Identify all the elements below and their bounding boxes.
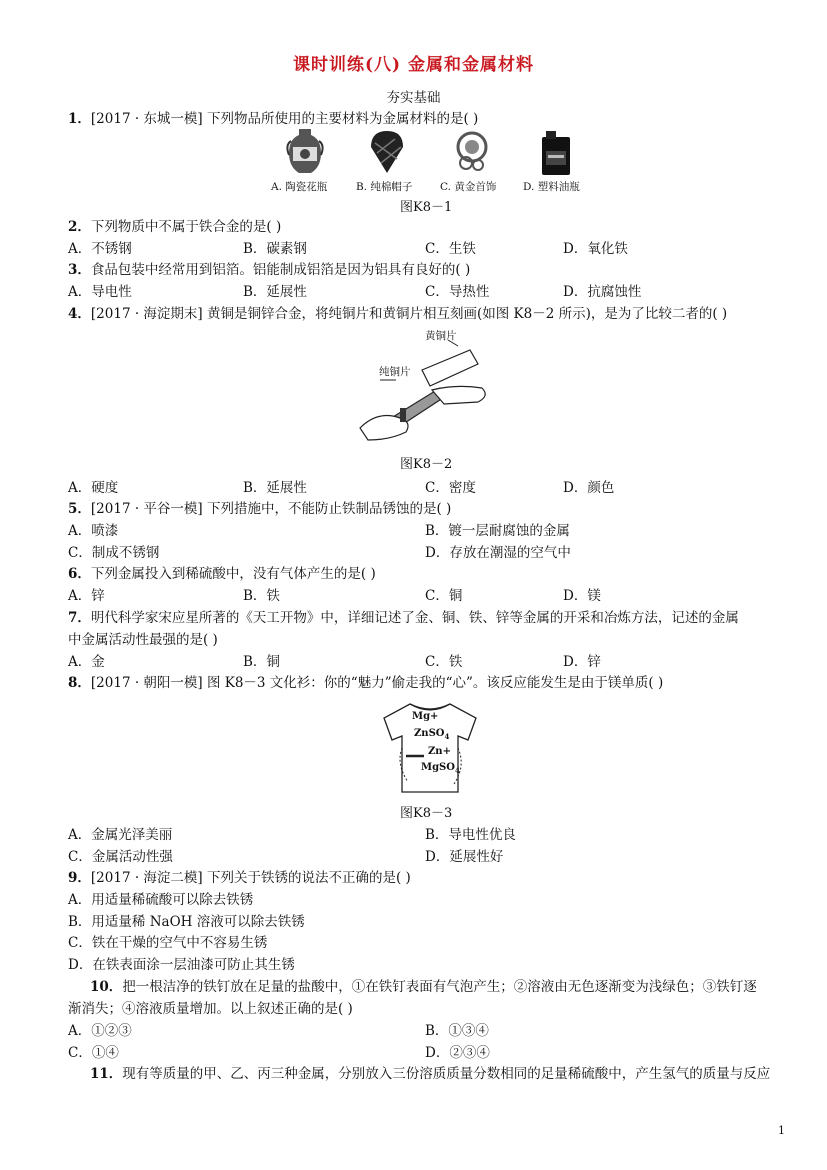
option-c: C．制成不锈钢 <box>68 545 160 561</box>
option-a: A．金属光泽美丽 <box>68 827 173 843</box>
question-text: [2017 · 东城一模] 下列物品所使用的主要材料为金属材料的是( ) <box>90 111 479 127</box>
figure-caption: 图K8－3 <box>400 806 453 821</box>
option-a: A．硬度 <box>68 480 119 496</box>
question-number: 8． <box>68 675 91 691</box>
question-text: 下列物质中不属于铁合金的是( ) <box>90 219 282 235</box>
shirt-formula: MgSO <box>421 762 455 773</box>
option-b: B．铁 <box>243 588 280 604</box>
option-b: B．用适量稀 NaOH 溶液可以除去铁锈 <box>68 914 305 930</box>
question-3 <box>68 258 470 278</box>
figure-label-brass: 黄铜片 <box>425 330 457 342</box>
scratch-figure <box>360 340 495 445</box>
question-5 <box>68 497 451 517</box>
option-d: D．颜色 <box>563 480 615 496</box>
question-6 <box>68 562 376 582</box>
option-a: A．导电性 <box>68 284 132 300</box>
question-text: [2017 · 海淀期末] 黄铜是铜锌合金，将纯铜片和黄铜片相互刻画(如图 K8－2 所示)，是为了比较二者的( ) <box>90 306 728 322</box>
option-d: D．镁 <box>563 588 601 604</box>
option-a: A．用适量稀硫酸可以除去铁锈 <box>68 892 254 908</box>
shirt-subscript: 4 <box>455 766 460 775</box>
option-d: D．锌 <box>563 654 601 670</box>
image-label: A. 陶瓷花瓶 <box>271 181 328 193</box>
question-7 <box>68 606 739 626</box>
question-number: 11． <box>90 1066 123 1082</box>
question-number: 7． <box>68 610 91 626</box>
option-c: C．密度 <box>425 480 476 496</box>
hat-image <box>367 129 407 175</box>
question-10 <box>90 975 757 995</box>
question-text: 把一根洁净的铁钉放在足量的盐酸中，①在铁钉表面有气泡产生；②溶液由无色逐渐变为浅绿色；③铁钉逐 <box>122 979 757 995</box>
question-text: [2017 · 朝阳一模] 图 K8－3 文化衫：你的“魅力”偷走我的“心”。该反应能发生是由于镁单质( ) <box>90 675 664 691</box>
option-a: A．①②③ <box>68 1023 132 1039</box>
question-text: 食品包装中经常用到铝箔。铝能制成铝箔是因为铝具有良好的( ) <box>90 262 471 278</box>
option-b: B．镀一层耐腐蚀的金属 <box>425 523 570 539</box>
question-number: 4． <box>68 306 91 322</box>
option-a: A．喷漆 <box>68 523 119 539</box>
question-8 <box>68 671 663 691</box>
question-11 <box>90 1062 770 1082</box>
option-d: D．抗腐蚀性 <box>563 284 642 300</box>
question-text: [2017 · 平谷一模] 下列措施中，不能防止铁制品锈蚀的是( ) <box>90 501 452 517</box>
option-b: B．延展性 <box>243 480 307 496</box>
page-number: 1 <box>778 1124 785 1137</box>
question-9 <box>68 866 411 886</box>
option-c: C．生铁 <box>425 241 476 257</box>
question-number: 1． <box>68 111 91 127</box>
question-2 <box>68 215 281 235</box>
shirt-text-znso4 <box>414 728 449 741</box>
image-label: D. 塑料油瓶 <box>523 181 580 193</box>
section-heading: 夯实基础 <box>386 90 441 106</box>
option-c: C．铁在干燥的空气中不容易生锈 <box>68 935 268 951</box>
question-number: 2． <box>68 219 91 235</box>
shirt-text-zn: Zn+ <box>428 746 451 757</box>
figure-caption: 图K8－2 <box>400 457 453 472</box>
question-text: 现有等质量的甲、乙、丙三种金属，分别放入三份溶质质量分数相同的足量稀硫酸中，产生氢气的质量与反应 <box>122 1066 771 1082</box>
option-d: D．存放在潮湿的空气中 <box>425 545 571 561</box>
figure-label-copper: 纯铜片 <box>379 366 411 378</box>
option-b: B．导电性优良 <box>425 827 516 843</box>
shirt-formula: ZnSO <box>414 728 445 739</box>
option-b: B．铜 <box>243 654 280 670</box>
question-text: 下列金属投入到稀硫酸中，没有气体产生的是( ) <box>90 566 376 582</box>
option-c: C．铁 <box>425 654 463 670</box>
image-label: C. 黄金首饰 <box>440 181 497 193</box>
option-d: D．氧化铁 <box>563 241 628 257</box>
question-text-cont: 渐消失；④溶液质量增加。以上叙述正确的是( ) <box>68 1001 353 1017</box>
question-text: [2017 · 海淀二模] 下列关于铁锈的说法不正确的是( ) <box>90 870 411 886</box>
option-d: D．在铁表面涂一层油漆可防止其生锈 <box>68 957 295 973</box>
question-number: 6． <box>68 566 91 582</box>
option-a: A．金 <box>68 654 105 670</box>
question-number: 9． <box>68 870 91 886</box>
image-label: B. 纯棉帽子 <box>356 181 413 193</box>
question-text-cont: 中金属活动性最强的是( ) <box>68 632 218 648</box>
question-4 <box>68 302 727 322</box>
figure-caption: 图K8－1 <box>400 200 453 215</box>
option-c: C．金属活动性强 <box>68 849 173 865</box>
vase-image <box>285 127 325 177</box>
option-c: C．铜 <box>425 588 463 604</box>
option-b: B．延展性 <box>243 284 307 300</box>
option-c: C．导热性 <box>425 284 490 300</box>
page-title: 课时训练(八) 金属和金属材料 <box>292 55 534 75</box>
shirt-text-mgso4 <box>421 762 460 775</box>
oil-bottle-image <box>538 127 574 177</box>
question-number: 3． <box>68 262 91 278</box>
option-a: A．锌 <box>68 588 105 604</box>
question-number: 5． <box>68 501 91 517</box>
option-d: D．延展性好 <box>425 849 504 865</box>
question-text: 明代科学家宋应星所著的《天工开物》中，详细记述了金、铜、铁、锌等金属的开采和冶炼方法，记述的金属 <box>90 610 739 626</box>
jewelry-image <box>452 129 492 175</box>
option-a: A．不锈钢 <box>68 241 132 257</box>
option-c: C．①④ <box>68 1045 119 1061</box>
question-number: 10． <box>90 979 123 995</box>
option-b: B．碳素钢 <box>243 241 307 257</box>
shirt-subscript: 4 <box>444 732 450 741</box>
option-d: D．②③④ <box>425 1045 490 1061</box>
option-b: B．①③④ <box>425 1023 489 1039</box>
shirt-text-mg: Mg+ <box>412 711 439 722</box>
question-1 <box>68 107 478 127</box>
